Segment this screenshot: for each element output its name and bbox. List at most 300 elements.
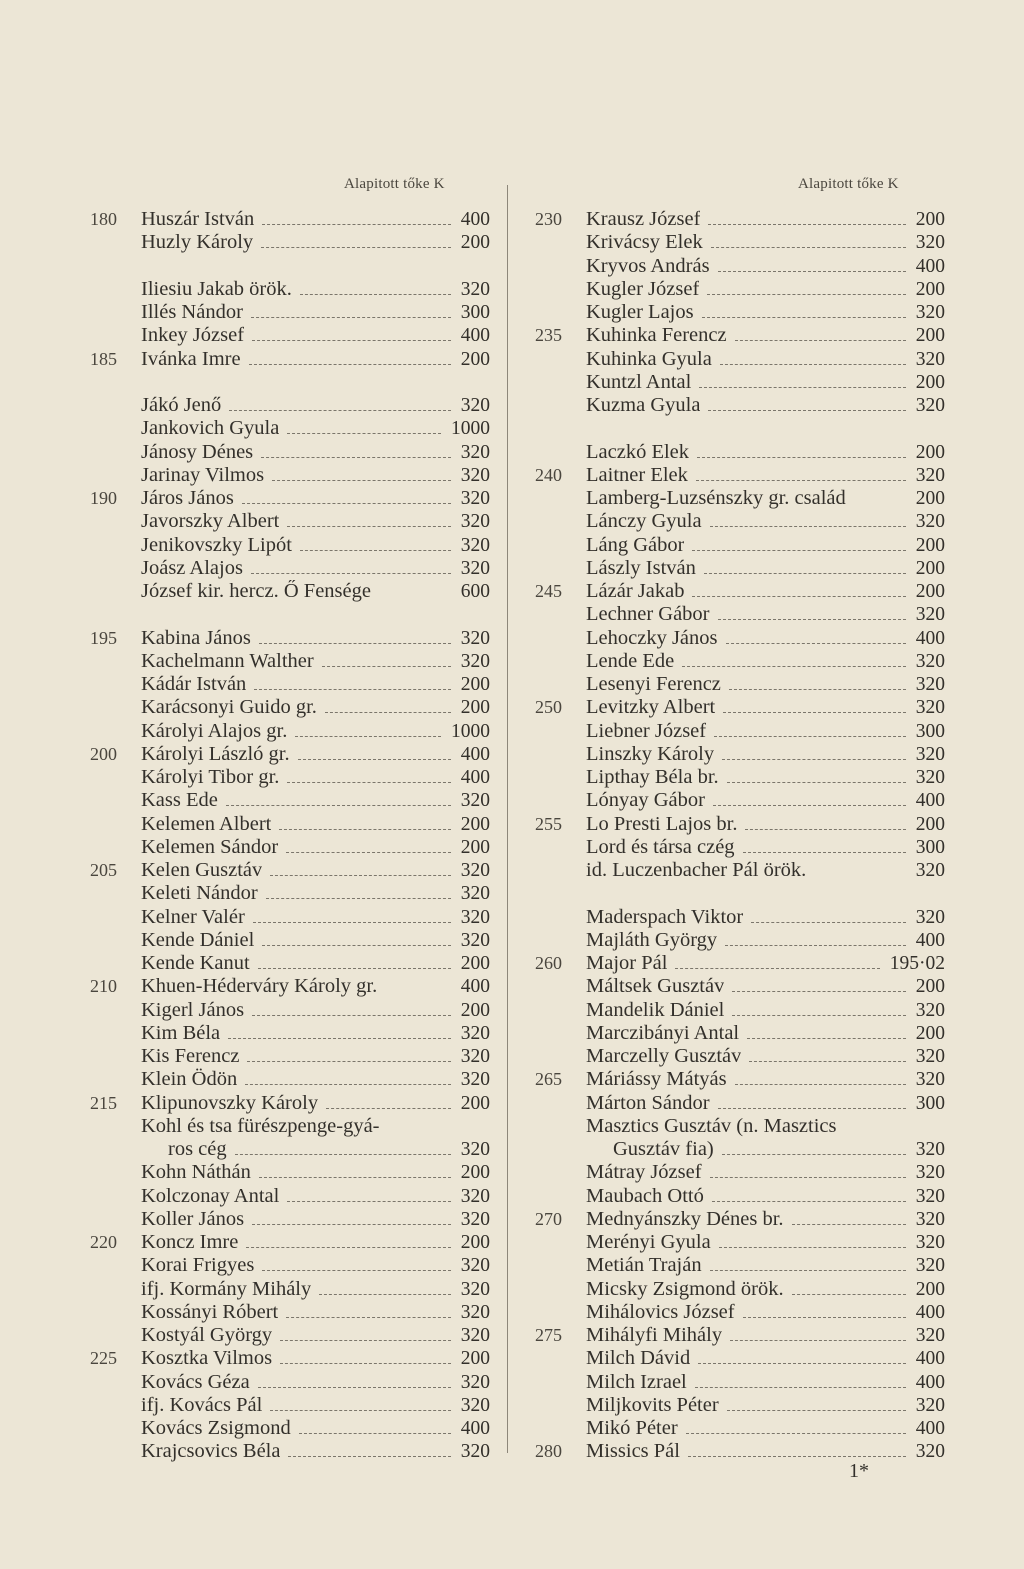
entry-name: Joász Alajos	[141, 556, 243, 579]
entry-amount: 200	[460, 232, 490, 254]
entry-amount: 400	[915, 1301, 945, 1323]
leader-dots	[298, 757, 451, 760]
leader-dots	[287, 780, 451, 783]
leader-dots	[722, 757, 906, 760]
list-item	[535, 208, 945, 231]
list-item	[535, 650, 945, 673]
entry-name: Lo Presti Lajos br.	[586, 812, 738, 835]
leader-dots	[272, 478, 451, 481]
list-item	[90, 743, 490, 766]
entry-amount: 320	[460, 1139, 490, 1160]
list-item	[535, 1185, 945, 1208]
entry-number: 250	[535, 697, 562, 718]
leader-dots	[745, 827, 906, 830]
list-item	[535, 1115, 945, 1138]
entry-name: Micsky Zsigmond örök.	[586, 1277, 784, 1300]
list-item	[535, 231, 945, 254]
left-column	[90, 208, 490, 1464]
leader-dots	[252, 338, 451, 341]
list-item	[90, 324, 490, 347]
entry-amount: 400	[460, 767, 490, 788]
entry-name: Jákó Jenő	[141, 394, 222, 416]
list-item	[90, 487, 490, 510]
entry-name: Kis Ferencz	[141, 1045, 240, 1067]
list-item	[90, 231, 490, 254]
entry-amount: 320	[915, 1208, 945, 1230]
leader-dots	[725, 943, 906, 946]
leader-dots	[326, 1106, 451, 1109]
entry-name: Lord és társa czég	[586, 835, 735, 858]
leader-dots	[697, 455, 906, 458]
entry-number: 270	[535, 1208, 562, 1229]
list-item	[90, 1278, 490, 1301]
list-item	[535, 510, 945, 533]
entry-name: Laczkó Elek	[586, 440, 690, 463]
entry-amount: 300	[915, 836, 945, 858]
leader-dots	[708, 408, 906, 411]
leader-dots	[254, 687, 451, 690]
entry-name: Kugler Lajos	[586, 301, 694, 323]
entry-amount: 320	[460, 534, 490, 556]
leader-dots	[747, 1036, 906, 1039]
list-item	[535, 324, 945, 347]
list-item	[535, 813, 945, 836]
entry-name: Lamberg-Luzsénszky gr. család	[586, 487, 846, 509]
list-item	[90, 301, 490, 324]
entry-amount: 320	[915, 511, 945, 533]
entry-amount: 320	[915, 860, 945, 881]
entry-name: Mihálovics József	[586, 1300, 735, 1323]
entry-amount: 320	[915, 395, 945, 416]
list-item	[535, 929, 945, 952]
leader-dots	[792, 1222, 906, 1225]
entry-amount: 320	[915, 604, 945, 626]
entry-name: Lászly István	[586, 556, 696, 579]
entry-name: Major Pál	[586, 952, 668, 974]
list-item	[535, 557, 945, 580]
entry-amount: 320	[915, 1139, 945, 1160]
entry-name: Kugler József	[586, 277, 700, 300]
entry-name: Lázár Jakab	[586, 580, 685, 602]
entry-name: Missics Pál	[586, 1440, 680, 1463]
leader-dots	[261, 455, 451, 458]
list-item	[535, 1254, 945, 1277]
entry-name: Liebner József	[586, 719, 707, 742]
entry-name: Károlyi Tibor gr.	[141, 766, 280, 788]
list-item	[535, 859, 945, 882]
entry-name: ros cég	[168, 1138, 227, 1160]
entry-amount: 320	[460, 1394, 490, 1416]
leader-dots	[242, 501, 451, 504]
list-item	[535, 348, 945, 371]
entry-name: Marczelly Gusztáv	[586, 1045, 742, 1067]
entry-amount: 320	[460, 488, 490, 509]
entry-name: Kohn Náthán	[141, 1161, 251, 1184]
list-item	[90, 975, 490, 998]
entry-amount: 320	[915, 1325, 945, 1346]
leader-dots	[682, 664, 906, 667]
page-signature-mark: 1*	[849, 1460, 869, 1482]
entry-name: Kosztka Vilmos	[141, 1347, 273, 1370]
entry-amount: 320	[460, 860, 490, 881]
list-item	[90, 789, 490, 812]
entry-amount: 200	[915, 325, 945, 347]
entry-amount: 320	[460, 1278, 490, 1300]
list-item	[90, 929, 490, 952]
entry-name: Korai Frigyes	[141, 1254, 255, 1277]
leader-dots	[279, 827, 451, 830]
entry-amount: 200	[915, 813, 945, 835]
entry-amount: 200	[915, 371, 945, 393]
entry-number: 195	[90, 627, 117, 648]
entry-name: Jankovich Gyula	[141, 417, 280, 440]
entry-amount: 400	[915, 1418, 945, 1439]
entry-name: Mikó Péter	[586, 1417, 678, 1439]
leader-dots	[718, 1106, 906, 1109]
list-item	[535, 1324, 945, 1347]
list-item	[90, 999, 490, 1022]
list-item	[90, 673, 490, 696]
leader-dots	[710, 1175, 906, 1178]
entry-amount: 320	[460, 1069, 490, 1091]
leader-dots	[692, 548, 906, 551]
leader-dots	[707, 292, 906, 295]
entry-amount: 320	[460, 511, 490, 533]
entry-amount: 400	[460, 976, 490, 998]
leader-dots	[229, 408, 451, 411]
entry-name: Kuhinka Ferencz	[586, 324, 727, 347]
leader-dots	[266, 896, 451, 899]
list-item	[90, 720, 490, 743]
leader-dots	[280, 1361, 451, 1364]
entry-name: Majláth György	[586, 928, 718, 951]
entry-name: Kádár István	[141, 673, 247, 695]
leader-dots	[714, 734, 906, 737]
list-item	[90, 557, 490, 580]
entry-name: Mandelik Dániel	[586, 998, 725, 1021]
entry-amount: 320	[460, 1255, 490, 1277]
entry-amount: 400	[915, 627, 945, 649]
entry-name: Krivácsy Elek	[586, 231, 703, 254]
entry-amount: 320	[460, 883, 490, 905]
entry-name: Láng Gábor	[586, 533, 685, 556]
entry-amount: 200	[460, 999, 490, 1021]
entry-name: Krausz József	[586, 208, 701, 230]
entry-amount: 200	[460, 1162, 490, 1184]
leader-dots	[695, 1385, 906, 1388]
entry-amount: 400	[460, 209, 490, 230]
list-item	[90, 1440, 490, 1463]
entry-name: Lónyay Gábor	[586, 789, 705, 812]
entry-name: Kende Kanut	[141, 952, 250, 974]
leader-dots	[743, 1315, 906, 1318]
entry-name: Huszár István	[141, 208, 255, 230]
entry-amount: 200	[460, 348, 490, 370]
entry-amount: 320	[915, 906, 945, 928]
list-item	[90, 1045, 490, 1068]
entry-name: Jarinay Vilmos	[141, 463, 265, 486]
entry-amount: 320	[915, 1394, 945, 1416]
leader-dots	[286, 850, 451, 853]
leader-dots	[262, 222, 451, 225]
entry-name: ifj. Kormány Mihály	[141, 1277, 312, 1300]
entry-amount: 200	[915, 441, 945, 463]
entry-amount: 400	[915, 790, 945, 812]
entry-name: Kostyál György	[141, 1324, 273, 1346]
list-item	[535, 1278, 945, 1301]
list-item	[535, 278, 945, 301]
entry-number: 185	[90, 348, 117, 369]
leader-dots	[280, 1338, 451, 1341]
entry-name: Kachelmann Walther	[141, 649, 314, 672]
list-item	[90, 1208, 490, 1231]
entry-name: Khuen-Héderváry Károly gr.	[141, 975, 378, 998]
list-item	[90, 1394, 490, 1417]
entry-amount: 320	[915, 650, 945, 672]
entry-name: Keleti Nándor	[141, 882, 258, 905]
entry-amount: 320	[460, 1208, 490, 1230]
leader-dots	[732, 989, 906, 992]
leader-dots	[722, 1152, 906, 1155]
entry-name: Márton Sándor	[586, 1091, 710, 1114]
leader-dots	[252, 1013, 451, 1016]
entry-amount: 200	[915, 209, 945, 230]
entry-number: 225	[90, 1348, 117, 1369]
entry-amount: 300	[915, 1092, 945, 1114]
entry-number: 255	[535, 813, 562, 834]
right-column-header: Alapitott tőke K	[798, 176, 899, 192]
entry-name: Lehoczky János	[586, 626, 718, 649]
entry-amount: 300	[460, 302, 490, 323]
entry-name: Károlyi Alajos gr.	[141, 719, 288, 742]
entry-amount: 320	[460, 1046, 490, 1067]
entry-name: Kuhinka Gyula	[586, 347, 712, 370]
list-item	[535, 1231, 945, 1254]
entry-name: Lende Ede	[586, 649, 675, 672]
leader-dots	[259, 1175, 451, 1178]
entry-amount: 200	[915, 534, 945, 556]
spacer	[90, 371, 490, 394]
leader-dots	[288, 1454, 451, 1457]
entry-name: Klipunovszky Károly	[141, 1091, 319, 1114]
list-item	[90, 441, 490, 464]
entry-name: Gusztáv fia)	[613, 1138, 714, 1160]
list-item	[535, 580, 945, 603]
entry-name: Jenikovszky Lipót	[141, 533, 292, 556]
list-item	[90, 813, 490, 836]
list-item	[90, 1371, 490, 1394]
entry-name: Illés Nándor	[141, 301, 243, 323]
leader-dots	[698, 1361, 906, 1364]
list-item	[90, 534, 490, 557]
entry-number: 215	[90, 1092, 117, 1113]
entry-number: 220	[90, 1232, 117, 1252]
leader-dots	[287, 431, 441, 434]
list-item	[535, 441, 945, 464]
entry-name: Járos János	[141, 487, 234, 509]
list-item	[90, 1417, 490, 1440]
list-item	[535, 301, 945, 324]
entry-name: Linszky Károly	[586, 742, 715, 765]
entry-name: Marczibányi Antal	[586, 1021, 740, 1044]
entry-amount: 1000	[451, 418, 490, 440]
entry-amount: 320	[915, 1069, 945, 1091]
leader-dots	[226, 803, 451, 806]
entry-name: Kossányi Róbert	[141, 1300, 279, 1323]
list-item	[90, 650, 490, 673]
entry-name: Iliesiu Jakab örök.	[141, 277, 292, 300]
entry-name: Merényi Gyula	[586, 1231, 711, 1253]
list-item	[90, 766, 490, 789]
list-item	[535, 394, 945, 417]
leader-dots	[262, 943, 451, 946]
leader-dots	[696, 478, 906, 481]
leader-dots	[245, 1082, 451, 1085]
entry-amount: 200	[460, 674, 490, 695]
leader-dots	[322, 664, 451, 667]
list-item	[535, 836, 945, 859]
entry-name: Mihályfi Mihály	[586, 1324, 723, 1346]
list-item	[535, 1394, 945, 1417]
list-item	[535, 789, 945, 812]
leader-dots	[258, 1385, 451, 1388]
leader-dots	[713, 803, 906, 806]
leader-dots	[749, 1059, 906, 1062]
leader-dots	[711, 245, 906, 248]
list-item	[535, 1208, 945, 1231]
leader-dots	[235, 1152, 451, 1155]
entry-name: Kass Ede	[141, 789, 218, 812]
column-divider	[507, 185, 508, 1453]
entry-amount: 400	[460, 325, 490, 347]
entry-amount: 320	[460, 278, 490, 300]
entry-amount: 200	[460, 1232, 490, 1253]
entry-amount: 320	[915, 743, 945, 765]
leader-dots	[792, 1292, 906, 1295]
leader-dots	[692, 594, 906, 597]
leader-dots	[720, 362, 906, 365]
list-item	[535, 743, 945, 766]
entry-name: Koller János	[141, 1207, 245, 1230]
list-item	[535, 1161, 945, 1184]
list-item	[535, 487, 945, 510]
leader-dots	[723, 710, 906, 713]
leader-dots	[675, 966, 880, 969]
entry-amount: 320	[915, 767, 945, 788]
entry-amount: 320	[915, 1232, 945, 1253]
entry-name: Máriássy Mátyás	[586, 1068, 727, 1091]
leader-dots	[743, 850, 906, 853]
entry-amount: 200	[460, 1092, 490, 1114]
entry-amount: 320	[915, 999, 945, 1021]
entry-name: Lesenyi Ferencz	[586, 673, 721, 695]
entry-name: Laitner Elek	[586, 463, 688, 486]
entry-amount: 200	[915, 1022, 945, 1044]
spacer	[535, 417, 945, 440]
leader-dots	[252, 1222, 451, 1225]
list-item	[535, 603, 945, 626]
list-item	[535, 696, 945, 719]
list-item	[535, 534, 945, 557]
entry-number: 235	[535, 325, 562, 346]
leader-dots	[704, 571, 906, 574]
list-item	[90, 859, 490, 882]
entry-name: Miljkovits Péter	[586, 1393, 719, 1416]
entry-amount: 320	[915, 1185, 945, 1207]
leader-dots	[270, 1408, 451, 1411]
entry-amount: 400	[460, 1418, 490, 1439]
list-item	[535, 975, 945, 998]
entry-name: Karácsonyi Guido gr.	[141, 696, 317, 719]
entry-name: Kelemen Albert	[141, 812, 272, 835]
spacer	[535, 882, 945, 905]
list-item	[90, 1231, 490, 1254]
entry-amount: 400	[915, 929, 945, 951]
entry-amount: 400	[915, 1371, 945, 1393]
list-item	[535, 1138, 945, 1161]
entry-amount: 200	[460, 836, 490, 858]
leader-dots	[718, 269, 906, 272]
list-item	[90, 394, 490, 417]
leader-dots	[726, 641, 906, 644]
leader-dots	[710, 1268, 906, 1271]
leader-dots	[727, 1408, 906, 1411]
entry-name: Lechner Gábor	[586, 603, 710, 626]
entry-amount: 200	[915, 557, 945, 579]
leader-dots	[727, 780, 906, 783]
list-item	[90, 882, 490, 905]
entry-name: Kuzma Gyula	[586, 394, 701, 416]
list-item	[90, 1068, 490, 1091]
entry-amount: 200	[915, 976, 945, 998]
list-item	[535, 673, 945, 696]
entry-name: Máltsek Gusztáv	[586, 975, 725, 998]
list-item	[535, 1068, 945, 1091]
list-item	[535, 952, 945, 975]
entry-amount: 320	[460, 441, 490, 463]
list-item	[90, 627, 490, 650]
entry-name: Mátray József	[586, 1161, 702, 1184]
entry-name: Klein Ödön	[141, 1068, 238, 1091]
entry-name: Mednyánszky Dénes br.	[586, 1207, 784, 1230]
entry-name: Lipthay Béla br.	[586, 766, 719, 788]
entry-name: Milch Dávid	[586, 1347, 691, 1370]
entry-name: Kovács Géza	[141, 1370, 250, 1393]
entry-name: Kim Béla	[141, 1021, 221, 1044]
entry-amount: 320	[915, 1046, 945, 1067]
entry-name: Levitzky Albert	[586, 696, 716, 719]
list-item	[90, 1022, 490, 1045]
list-item	[535, 720, 945, 743]
leader-dots	[319, 1292, 451, 1295]
list-item	[535, 766, 945, 789]
entry-amount: 200	[915, 278, 945, 300]
entry-amount: 1000	[451, 720, 490, 742]
leader-dots	[247, 1059, 451, 1062]
entry-number: 180	[90, 209, 117, 229]
list-item	[535, 1045, 945, 1068]
list-item	[535, 1440, 945, 1463]
entry-name: Kohl és tsa fürészpenge-gyá-	[141, 1114, 380, 1137]
entry-amount: 200	[915, 488, 945, 509]
leader-dots	[686, 1431, 906, 1434]
leader-dots	[259, 641, 451, 644]
leader-dots	[712, 1199, 906, 1202]
leader-dots	[702, 315, 906, 318]
entry-name: Kigerl János	[141, 998, 245, 1021]
entry-amount: 320	[915, 464, 945, 486]
leader-dots	[258, 966, 451, 969]
